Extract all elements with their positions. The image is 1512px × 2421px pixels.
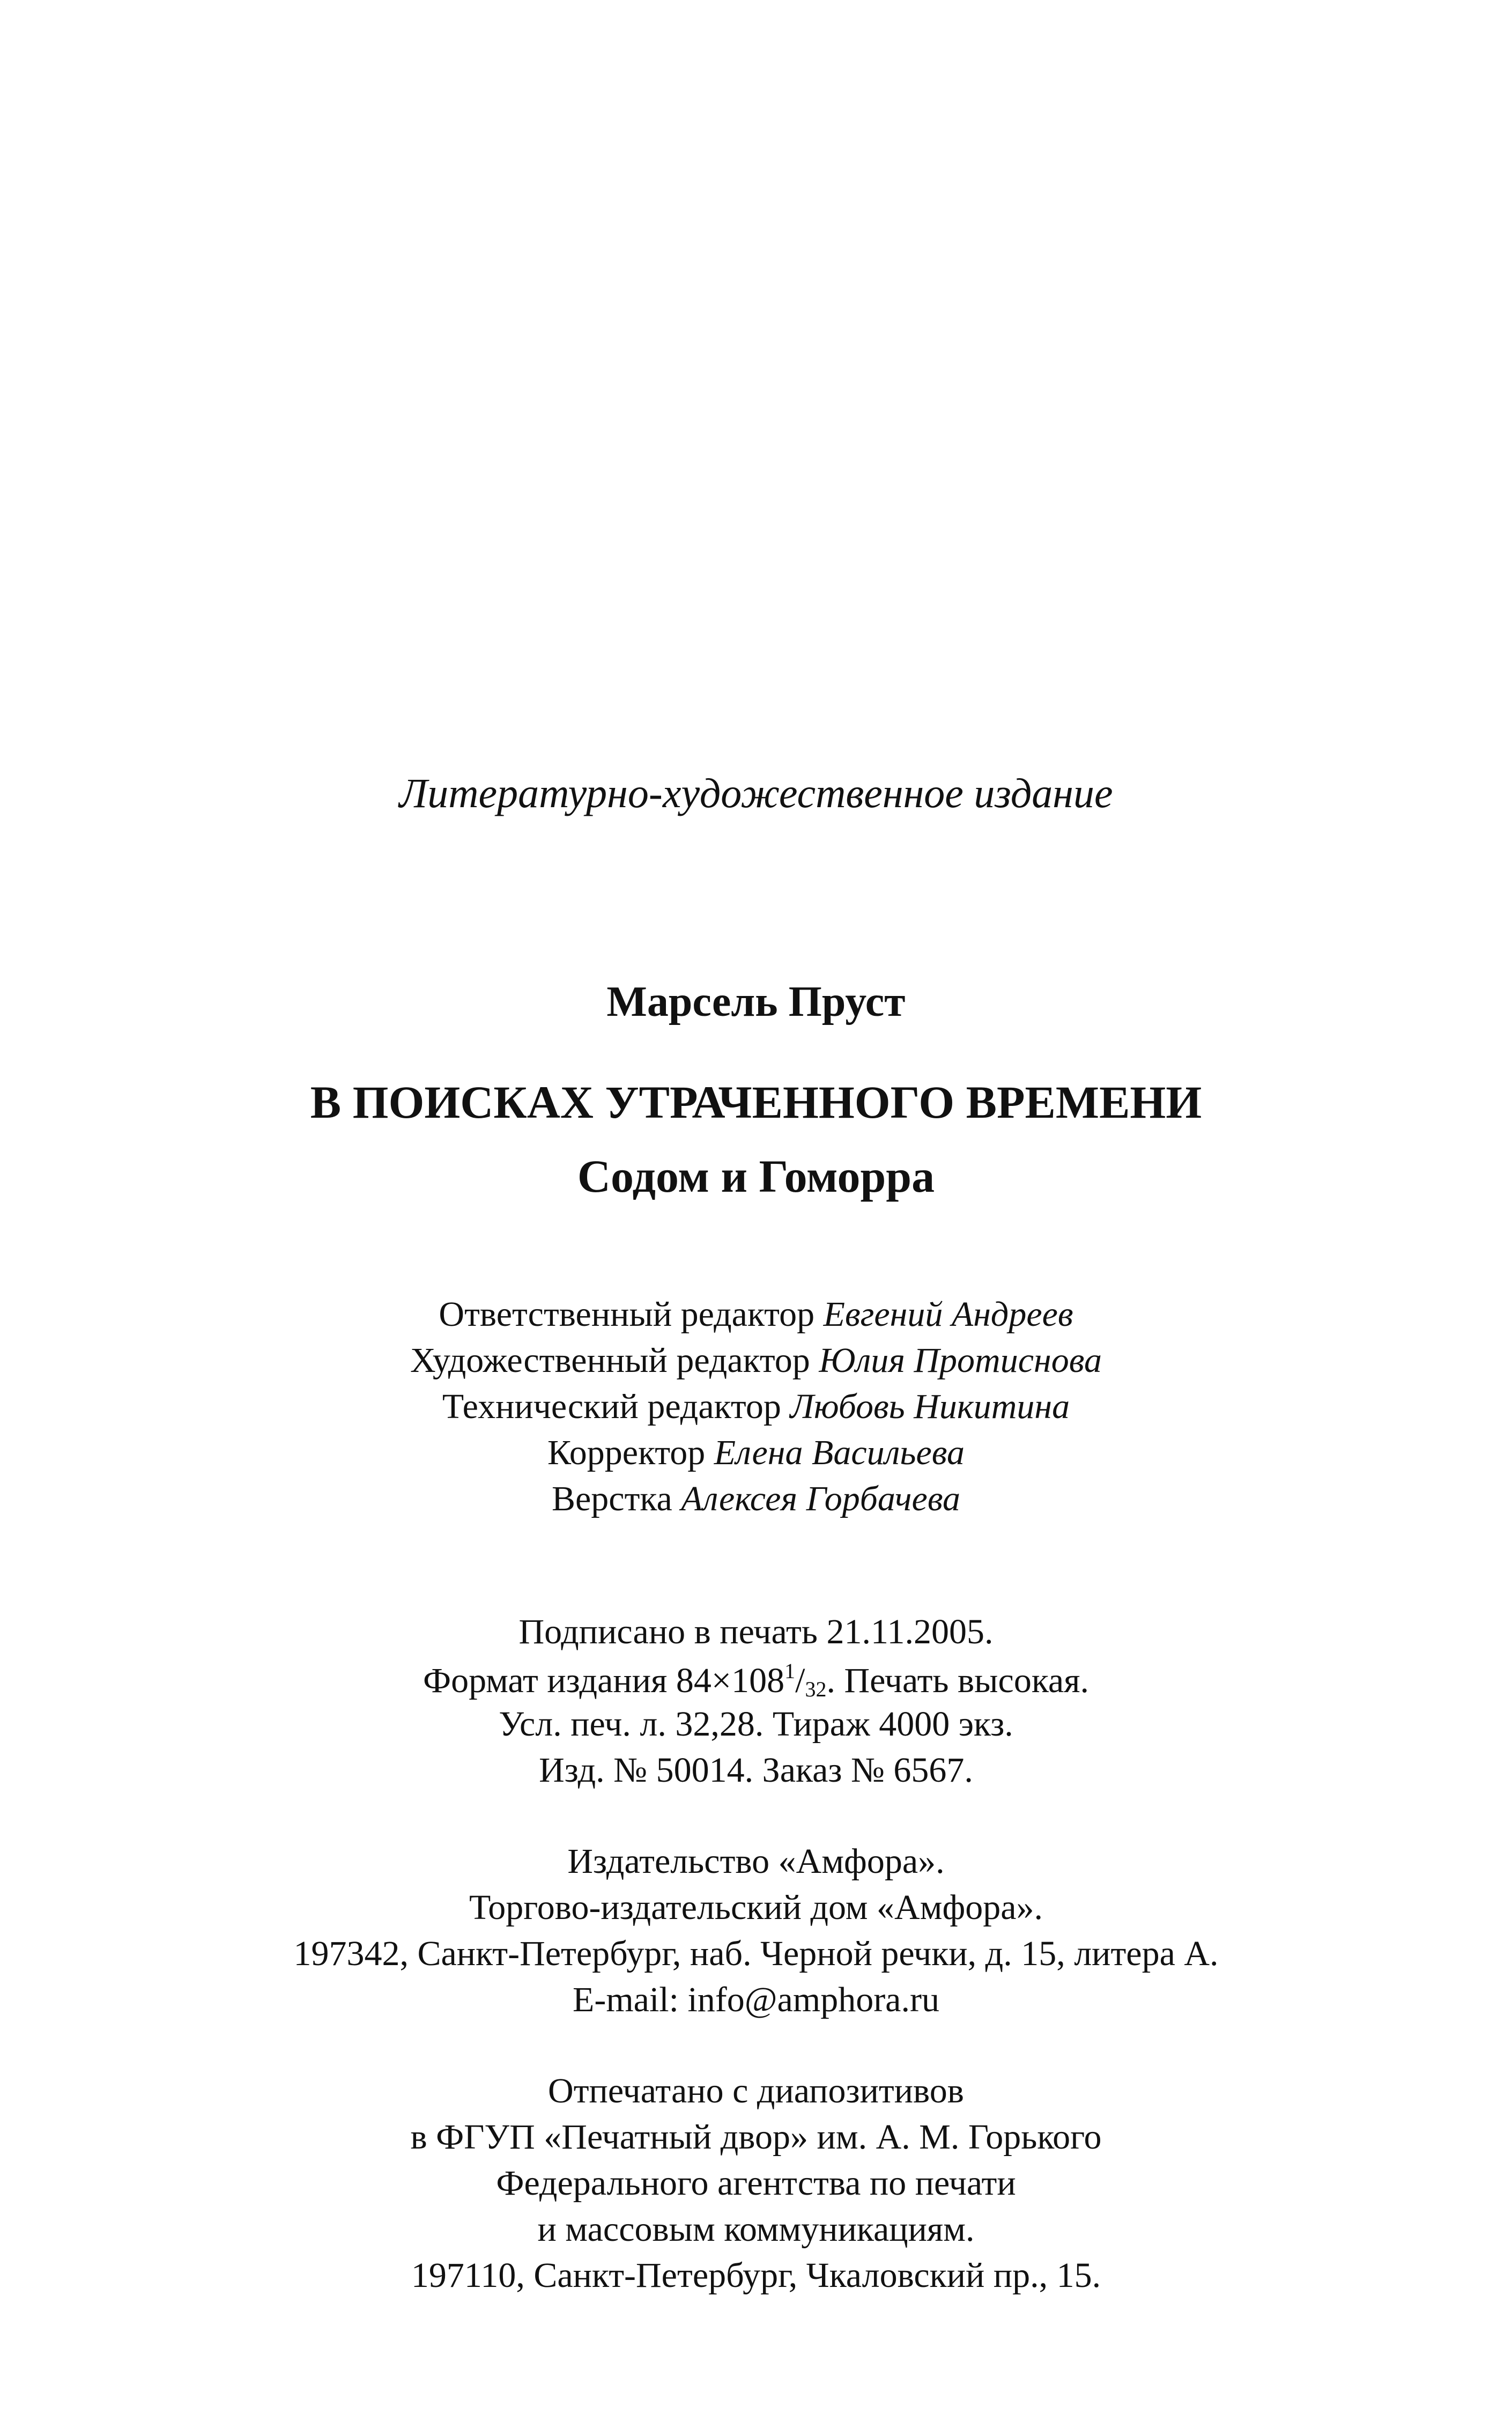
publisher-line: Издательство «Амфора».	[567, 1842, 945, 1881]
printer-line: и массовым коммуникациям.	[537, 2210, 975, 2249]
credit-line-art-editor	[0, 1343, 1512, 1378]
credit-name: Любовь Никитина	[790, 1387, 1070, 1426]
credit-name: Елена Васильева	[714, 1433, 965, 1472]
book-subtitle: Содом и Гоморра	[577, 1150, 935, 1202]
credit-role: Ответственный редактор	[439, 1295, 815, 1334]
publisher-email: E-mail: info@amphora.ru	[573, 1980, 939, 2019]
publisher-line: Торгово-издательский дом «Амфора».	[469, 1888, 1043, 1927]
printer-line: Отпечатано с диапозитивов	[548, 2071, 964, 2110]
credit-role: Верстка	[551, 1479, 672, 1518]
print-signed-date: Подписано в печать 21.11.2005.	[518, 1612, 994, 1651]
credit-role: Художественный редактор	[410, 1341, 810, 1380]
print-sheets-run: Усл. печ. л. 32,28. Тираж 4000 экз.	[499, 1704, 1013, 1744]
printer-line: Федерального агентства по печати	[496, 2164, 1016, 2203]
credit-name: Юлия Протиснова	[819, 1341, 1102, 1380]
format-prefix: Формат издания 84×108	[423, 1661, 785, 1700]
edition-type: Литературно-художественное издание	[399, 770, 1113, 816]
printer-address: 197110, Санкт-Петербург, Чкаловский пр., 15.	[411, 2256, 1101, 2295]
credit-line-technical-editor	[0, 1389, 1512, 1424]
credit-line-layout	[0, 1481, 1512, 1517]
book-title: В ПОИСКАХ УТРАЧЕННОГО ВРЕМЕНИ	[310, 1076, 1202, 1128]
print-format	[0, 1660, 1512, 1700]
credit-name: Евгений Андреев	[823, 1295, 1073, 1334]
format-numerator: 1	[784, 1659, 796, 1683]
format-suffix: . Печать высокая.	[826, 1661, 1089, 1700]
format-slash: /	[795, 1661, 805, 1700]
printer-line: в ФГУП «Печатный двор» им. А. М. Горького	[410, 2117, 1102, 2157]
credit-name: Алексея Горбачева	[681, 1479, 961, 1518]
credit-line-proofreader	[0, 1435, 1512, 1471]
publisher-address: 197342, Санкт-Петербург, наб. Черной речки, д. 15, литера А.	[293, 1934, 1219, 1973]
credit-role: Корректор	[547, 1433, 706, 1472]
print-order: Изд. № 50014. Заказ № 6567.	[539, 1751, 973, 1790]
author-name: Марсель Пруст	[606, 978, 906, 1025]
format-denominator: 32	[805, 1677, 827, 1701]
credit-role: Технический редактор	[442, 1387, 781, 1426]
credit-line-responsible-editor	[0, 1297, 1512, 1332]
